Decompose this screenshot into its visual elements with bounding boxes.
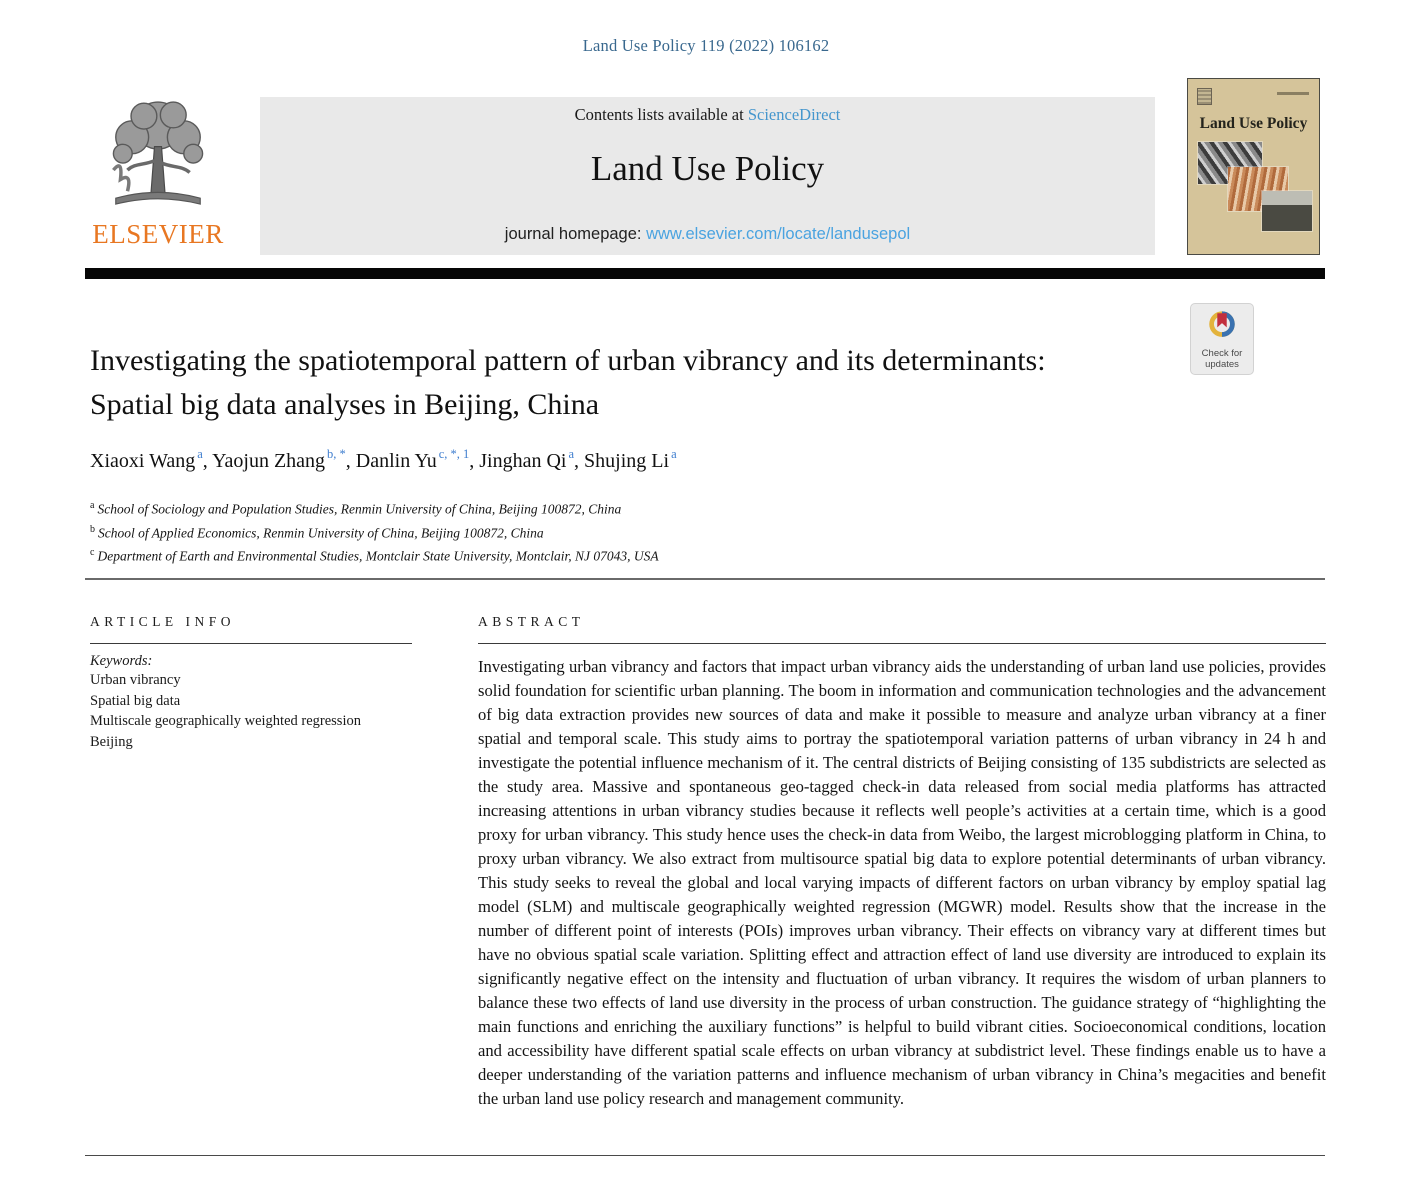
homepage-line [260, 225, 1155, 244]
cover-title: Land Use Policy [1199, 115, 1308, 132]
elsevier-logo [85, 95, 231, 255]
keyword: Urban vibrancy [90, 672, 181, 688]
badge-line2: updates [1205, 359, 1239, 370]
author-affil-link[interactable]: b, * [327, 447, 346, 461]
article-info-rule [90, 643, 412, 644]
abstract-text: Investigating urban vibrancy and factors that impact urban vibrancy aids the understanding of urban land use policies, provides solid foundation for scientific urban planning. The boom in information and communication technologies and the advancement of big data extraction provides new sources of data and make it possible to measure and analyze urban vibrancy at a finer spatial and temporal scale. This study aims to portray the spatiotemporal variation patterns of urban vibrancy in 24 h and investigate the potential influence mechanism of it. The central districts of Beijing consisting of 135 subdistricts are selected as the study area. Massive and spontaneous geo-tagged check-in data released from social media platforms has attracted increasing attentions in urban vibrancy studies because it reflects well people’s activities at a certain time, which is a good proxy for urban vibrancy. This study hence uses the check-in data from Weibo, the largest microblogging platform in China, to proxy urban vibrancy. We also extract from multisource spatial big data to explore potential determinants of urban vibrancy. This study seeks to reveal the global and local varying impacts of different factors on urban vibrancy by employ spatial lag model (SLM) and multiscale geographically weighted regression (MGWR) model. Results show that the increase in the number of different point of interests (POIs) improves urban vibrancy. Their effects on vibrancy vary at different times but have no obvious spatial scale variation. Splitting effect and attraction effect of land use diversity are introduced to explain its significantly negative effect on the intensity and fluctuation of urban vibrancy. It requires the wisdom of urban planners to balance these two effects of land use diversity in the process of urban construction. The guidance strategy of “highlighting the main functions and enriching the auxiliary functions” is helpful to build vibrant cities. Socioeconomical conditions, location and accessibility have different spatial scale effects on urban vibrancy at subdistrict level. These findings enable us to have a deeper understanding of the variation patterns and influence mechanism of urban vibrancy in China’s megacities and benefit the urban land use policy research and management community. [478, 657, 1326, 1108]
keyword: Multiscale geographically weighted regression [90, 713, 361, 729]
author-affil-link[interactable]: a [197, 447, 203, 461]
keyword: Beijing [90, 733, 133, 750]
badge-line1: Check for [1201, 348, 1243, 359]
cover-photo-village [1262, 191, 1312, 231]
elsevier-wordmark: ELSEVIER [92, 219, 224, 249]
page-bottom-rule [85, 1155, 1325, 1156]
check-updates-icon [1205, 309, 1239, 343]
abstract-rule [478, 643, 1326, 644]
abstract-section [478, 614, 1326, 1111]
article-title: Investigating the spatiotemporal pattern of urban vibrancy and its determinants: Spatial big data analyses in Beijing, China [90, 344, 1046, 421]
author: Yaojun Zhang $^{b, *}$, [212, 447, 356, 472]
author: Danlin Yu $^{c, *, 1}$, [355, 447, 480, 472]
cover-top-text [1277, 92, 1309, 95]
journal-title: Land Use Policy [590, 149, 825, 188]
journal-banner [260, 97, 1155, 255]
affiliation: $^b$ School of Applied Economics, Renmin University of China, Beijing 100872, China [90, 523, 544, 540]
author: Shujing Li $^a$ [584, 447, 677, 472]
section-divider [85, 578, 1325, 580]
affiliation: $^a$ School of Sociology and Population Studies, Renmin University of China, Beijing 100872, China [90, 500, 622, 517]
elsevier-tree-icon [99, 95, 217, 217]
author-list [90, 448, 677, 473]
author-affil-link[interactable]: a [671, 447, 677, 461]
affiliation: $^c$ Department of Earth and Environmental Studies, Montclair State University, Montclair, NJ 07043, USA [90, 547, 659, 564]
page-citation: Land Use Policy 119 (2022) 106162 [582, 36, 830, 55]
keyword: Spatial big data [90, 692, 181, 709]
author-affil-link[interactable]: c, *, 1 [438, 447, 470, 461]
author: Jinghan Qi $^a$, [479, 447, 585, 472]
author: Xiaoxi Wang $^a$, [90, 447, 213, 472]
homepage-link[interactable]: www.elsevier.com/locate/landusepol [646, 225, 911, 243]
header-divider-bar [85, 268, 1325, 279]
check-for-updates-badge[interactable] [1190, 303, 1254, 375]
contents-line [260, 105, 1155, 125]
cover-stamp-icon [1197, 88, 1212, 105]
homepage-prefix: journal homepage: [504, 225, 647, 243]
keywords-label: Keywords: [90, 653, 153, 669]
article-info-section [90, 614, 412, 752]
author-affil-link[interactable]: a [568, 447, 575, 461]
journal-cover-thumbnail[interactable] [1187, 78, 1320, 255]
affiliation-list [90, 496, 659, 567]
sciencedirect-link[interactable]: ScienceDirect [747, 105, 841, 124]
contents-prefix: Contents lists available at [574, 105, 748, 124]
article-info-heading: ARTICLE INFO [90, 614, 236, 629]
abstract-heading: ABSTRACT [478, 614, 585, 629]
